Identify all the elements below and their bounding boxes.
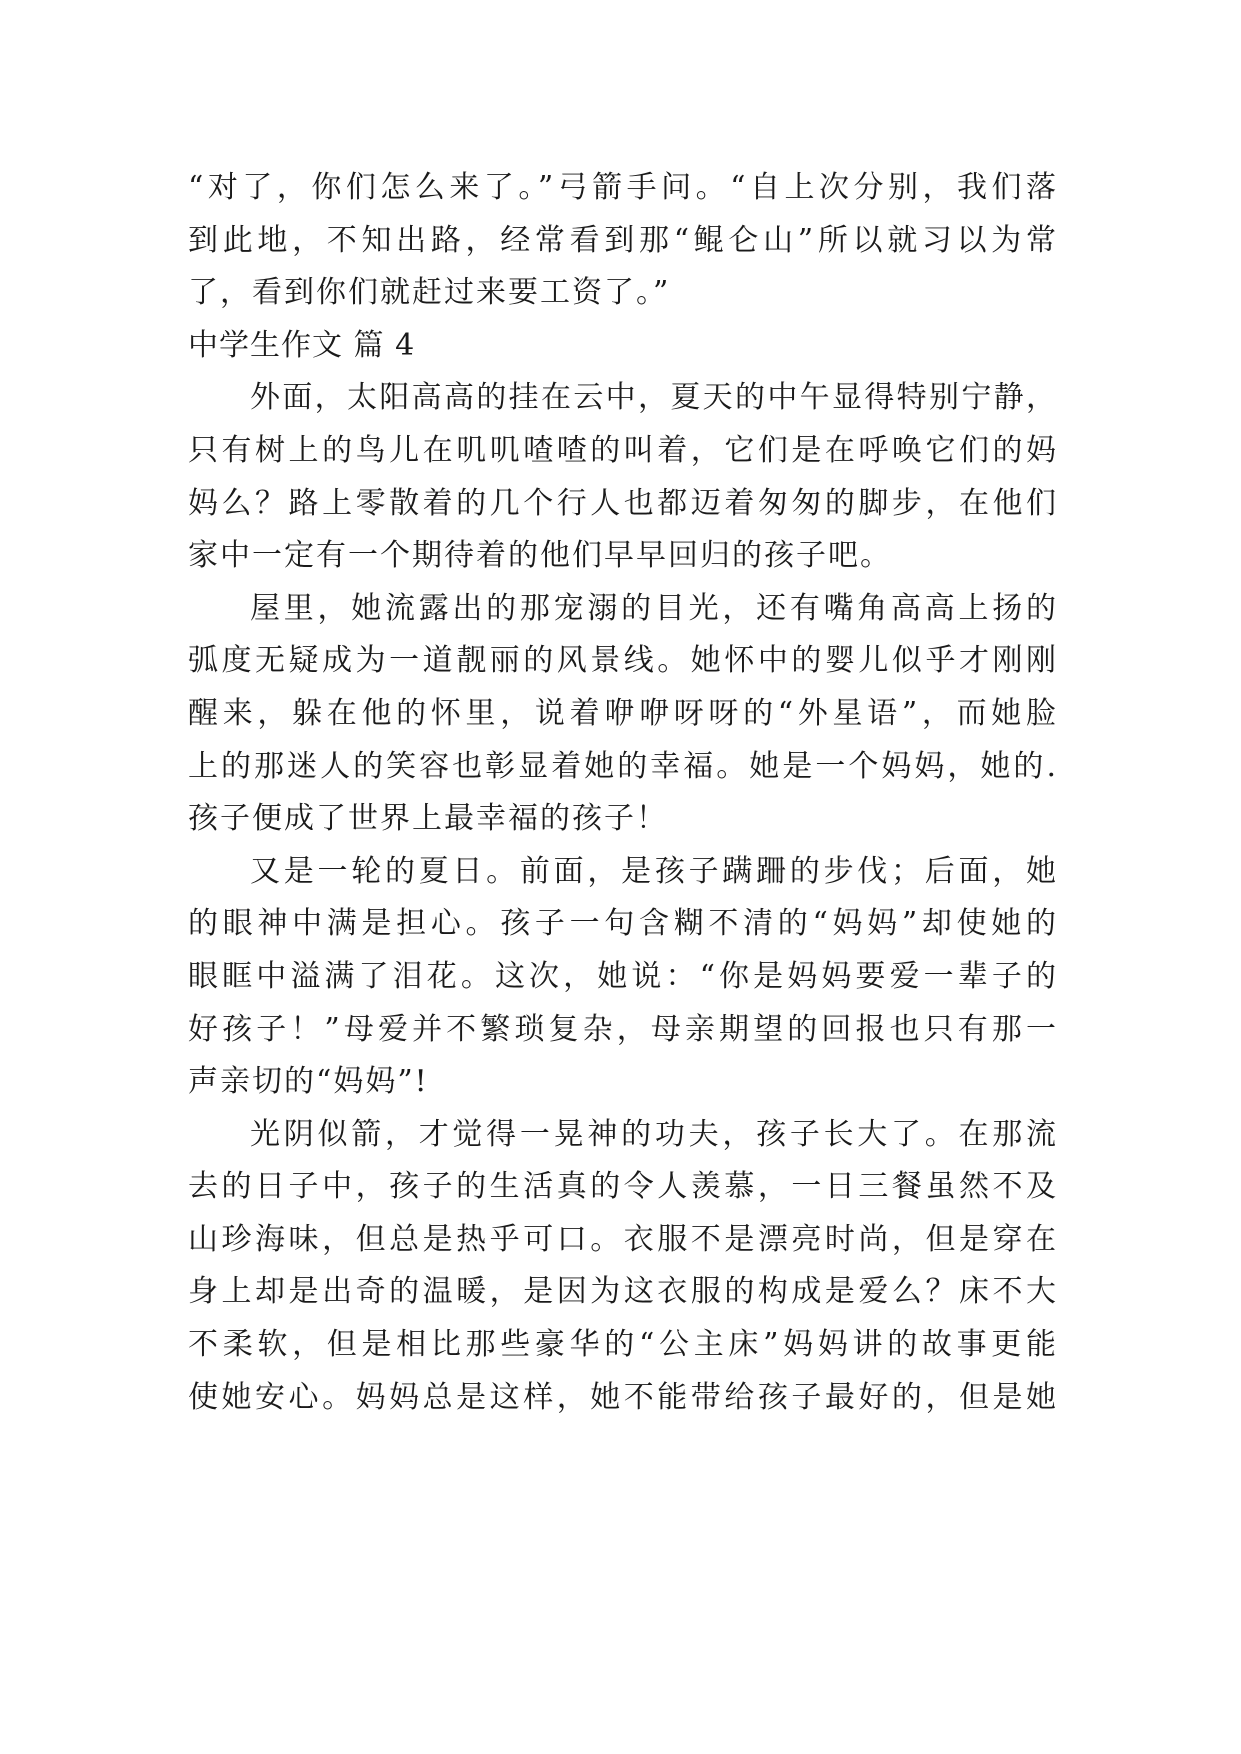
essay-body (188, 162, 1058, 1424)
text-line: 的眼神中满是担心。孩子一句含糊不清的“妈妈”却使她的 (188, 906, 1058, 942)
text-line: 只有树上的鸟儿在叽叽喳喳的叫着，它们是在呼唤它们的妈 (188, 432, 1058, 468)
text-line: “对了，你们怎么来了。”弓箭手问。“自上次分别，我们落 (188, 170, 1058, 205)
text-line: 身上却是出奇的温暖，是因为这衣服的构成是爱么？床不大 (188, 1274, 1058, 1310)
text-line: 孩子便成了世界上最幸福的孩子！ (188, 801, 668, 837)
text-line: 醒来，躲在他的怀里，说着咿咿呀呀的“外星语”，而她脸 (188, 695, 1058, 731)
text-line: 好孩子！”母爱并不繁琐复杂，母亲期望的回报也只有那一 (188, 1011, 1058, 1047)
text-line: 了，看到你们就赶过来要工资了。” (188, 275, 671, 311)
text-line: 去的日子中，孩子的生活真的令人羡慕，一日三餐虽然不及 (188, 1169, 1058, 1205)
text-line: 使她安心。妈妈总是这样，她不能带给孩子最好的，但是她 (188, 1379, 1058, 1415)
text-line: 妈么？路上零散着的几个行人也都迈着匆匆的脚步，在他们 (188, 485, 1058, 521)
text-line: 声亲切的“妈妈”! (188, 1064, 429, 1100)
paragraph-first-line: 又是一轮的夏日。前面，是孩子蹒跚的步伐；后面，她 (250, 853, 1058, 889)
text-line: 山珍海味，但总是热乎可口。衣服不是漂亮时尚，但是穿在 (188, 1221, 1058, 1257)
paragraph-first-line: 外面，太阳高高的挂在云中，夏天的中午显得特别宁静， (250, 380, 1058, 416)
text-line: 不柔软，但是相比那些豪华的“公主床”妈妈讲的故事更能 (188, 1327, 1058, 1363)
paragraph-first-line: 光阴似箭，才觉得一晃神的功夫，孩子长大了。在那流 (250, 1116, 1058, 1152)
text-line: 到此地，不知出路，经常看到那“鲲仑山”所以就习以为常 (188, 222, 1058, 258)
section-heading: 中学生作文 篇 4 (188, 327, 416, 363)
text-line: 眼眶中溢满了泪花。这次，她说：“你是妈妈要爱一辈子的 (188, 958, 1058, 994)
text-line: 上的那迷人的笑容也彰显着她的幸福。她是一个妈妈，她的. (188, 748, 1058, 784)
text-line: 弧度无疑成为一道靓丽的风景线。她怀中的婴儿似乎才刚刚 (188, 643, 1058, 679)
text-line: 家中一定有一个期待着的他们早早回归的孩子吧。 (188, 538, 892, 574)
paragraph-first-line: 屋里，她流露出的那宠溺的目光，还有嘴角高高上扬的 (250, 590, 1058, 626)
